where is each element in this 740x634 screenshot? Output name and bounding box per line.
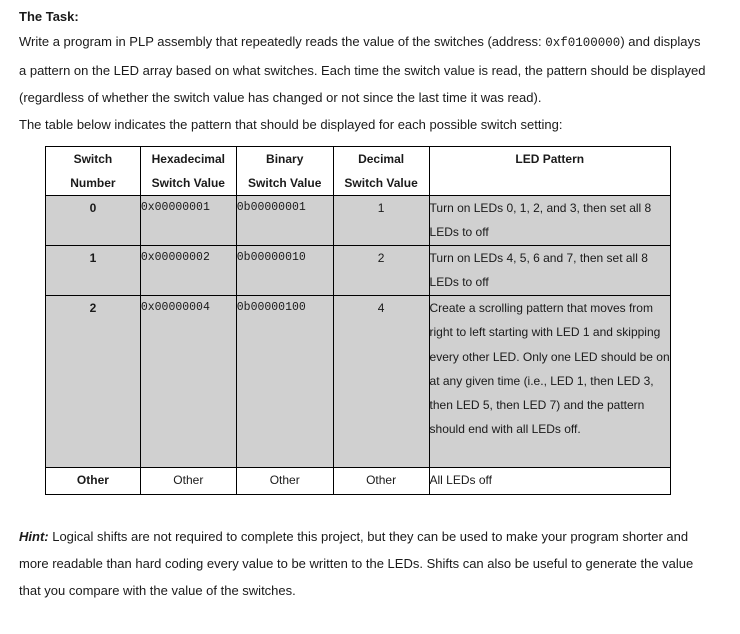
- table-row: [46, 246, 671, 296]
- hex-cell: 0x00000002: [140, 246, 236, 296]
- hint-paragraph: [19, 523, 709, 604]
- binary-cell: 0b00000001: [236, 196, 333, 246]
- header-hex: Hexadecimal Switch Value: [140, 147, 236, 196]
- hex-cell: Other: [140, 468, 236, 495]
- switch-number-cell: 0: [46, 196, 141, 246]
- header-switch-number: Switch Number: [46, 147, 141, 196]
- binary-cell: Other: [236, 468, 333, 495]
- header-binary: Binary Switch Value: [236, 147, 333, 196]
- task-intro: [19, 28, 709, 111]
- header-decimal: Decimal Switch Value: [333, 147, 429, 196]
- decimal-cell: 2: [333, 246, 429, 296]
- hint-text: Logical shifts are not required to complete this project, but they can be used to make your program shorter and more readable than hard coding every value to be written to the LEDs. Shifts can also be useful to generate the value that you compare with the value of the switches.: [19, 529, 694, 598]
- switch-number-cell: Other: [46, 468, 141, 495]
- decimal-cell: Other: [333, 468, 429, 495]
- decimal-cell: 4: [333, 296, 429, 468]
- binary-cell: 0b00000010: [236, 246, 333, 296]
- intro-text-rest: ) and displays a pattern on the LED array based on what switches. Each time the switch value is read, the pattern should be displayed (regardless of whether the switch value has changed or not since the last time it was read).: [19, 34, 706, 105]
- table-row: [46, 196, 671, 246]
- table-row: [46, 468, 671, 495]
- table-header-row: [46, 147, 671, 196]
- decimal-cell: 1: [333, 196, 429, 246]
- intro-text-start: Write a program in PLP assembly that repeatedly reads the value of the switches (address:: [19, 34, 546, 49]
- hex-cell: 0x00000004: [140, 296, 236, 468]
- task-section: [19, 6, 709, 138]
- table-intro: The table below indicates the pattern that should be displayed for each possible switch setting:: [19, 117, 563, 132]
- hint-label: Hint:: [19, 529, 49, 544]
- task-title: The Task:: [19, 9, 79, 24]
- led-pattern-table: [45, 146, 671, 495]
- header-led-pattern: LED Pattern: [429, 147, 670, 196]
- switch-address: 0xf0100000: [545, 36, 621, 50]
- led-pattern-cell: All LEDs off: [429, 468, 670, 495]
- table-row: [46, 296, 671, 468]
- led-pattern-cell: Create a scrolling pattern that moves from right to left starting with LED 1 and skipping every other LED. Only one LED should be on at any given time (i.e., LED 1, then LED 3, then LED 5, then LED 7) and the pattern should end with all LEDs off.: [429, 296, 670, 468]
- switch-number-cell: 2: [46, 296, 141, 468]
- led-pattern-cell: Turn on LEDs 0, 1, 2, and 3, then set all 8 LEDs to off: [429, 196, 670, 246]
- binary-cell: 0b00000100: [236, 296, 333, 468]
- switch-number-cell: 1: [46, 246, 141, 296]
- led-pattern-cell: Turn on LEDs 4, 5, 6 and 7, then set all 8 LEDs to off: [429, 246, 670, 296]
- hex-cell: 0x00000001: [140, 196, 236, 246]
